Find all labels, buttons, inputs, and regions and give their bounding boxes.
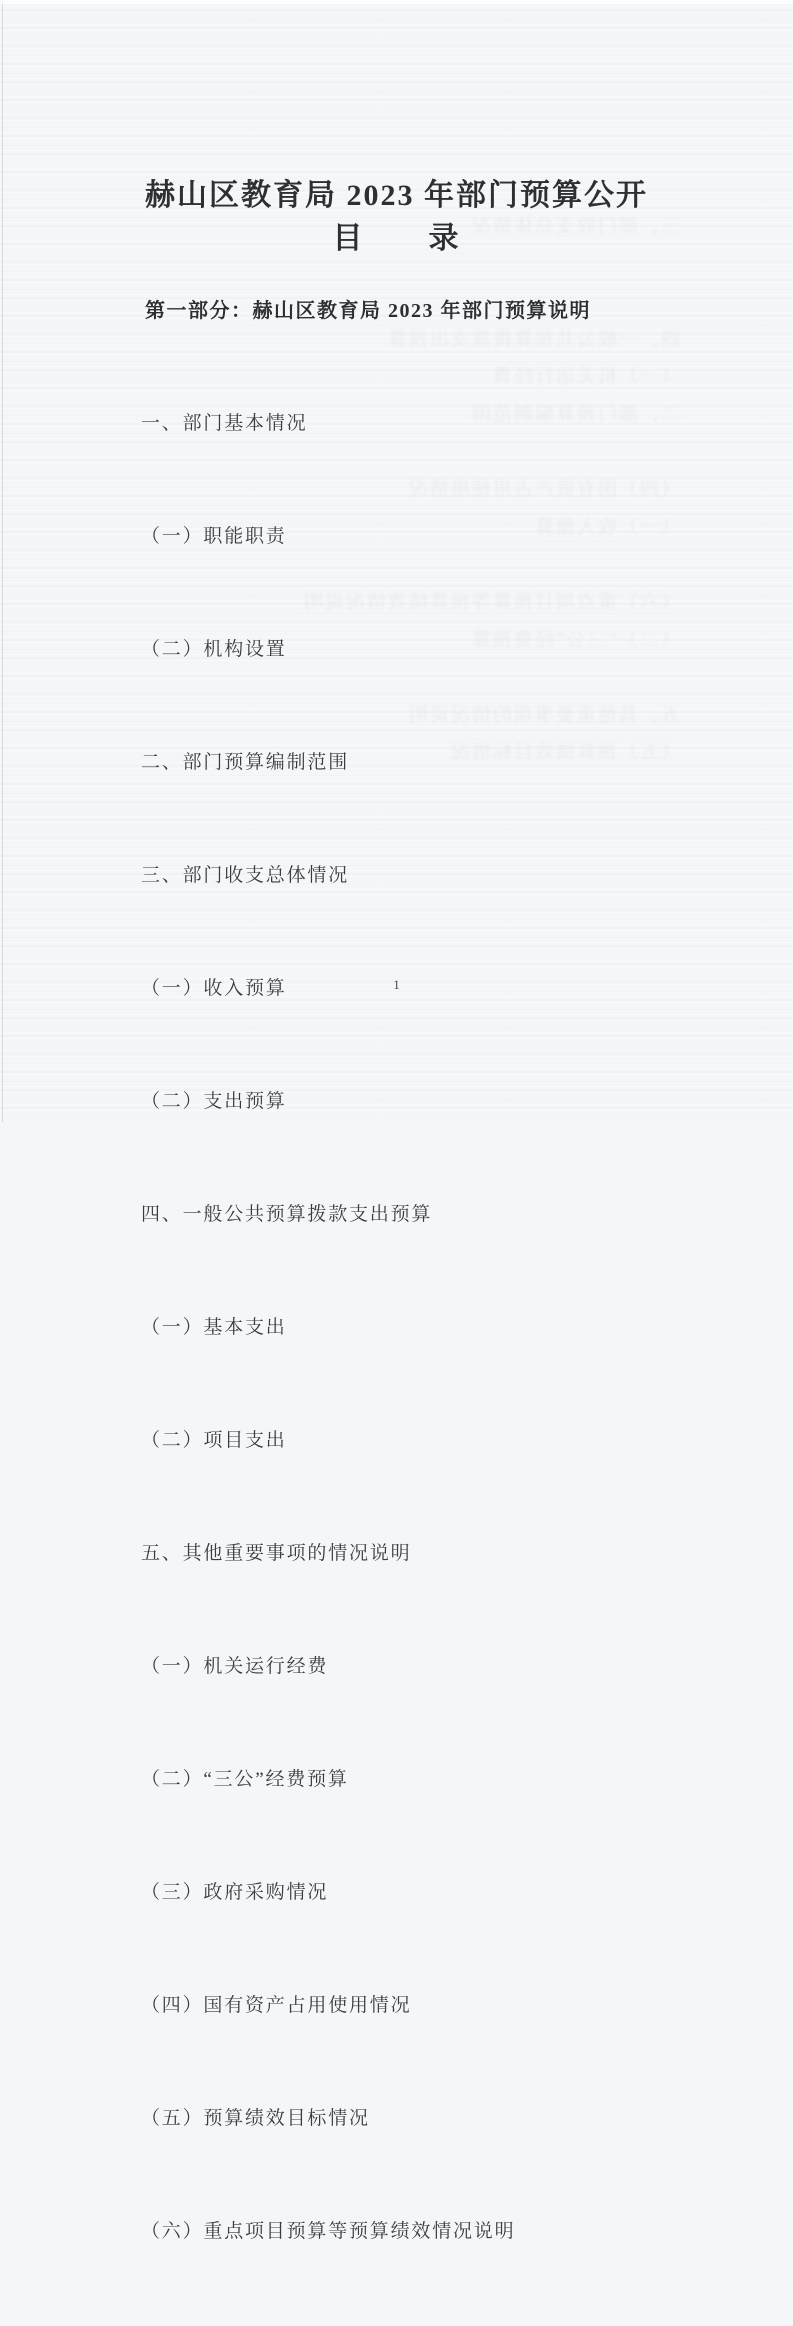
document-title: 赫山区教育局 2023 年部门预算公开 (145, 179, 648, 212)
toc-list (141, 330, 515, 2326)
bleed-through-line: 五、其他重要事项的情况说明 (406, 704, 680, 726)
bleed-through-line: 三、部门收支总体情况 (469, 216, 680, 237)
toc-item: （三）政府采购情况 (141, 1881, 329, 1903)
bleed-through-line: 四、一般公共预算拨款支出预算 (385, 328, 680, 350)
scan-edge-left (2, 0, 3, 1122)
toc-item: （一）职能职责 (141, 526, 287, 548)
bleed-through-line: （四）国有资产占用使用情况 (406, 479, 680, 501)
toc-item: （六）重点项目预算等预算绩效情况说明 (141, 2220, 516, 2242)
toc-heading: 目 录 (332, 222, 461, 255)
part1-heading: 第一部分：赫山区教育局 2023 年部门预算说明 (145, 300, 591, 322)
toc-item: （一）机关运行经费 (141, 1655, 329, 1677)
bleed-through-line: 二、部门预算编制范围 (469, 403, 680, 425)
page-number: 1 (393, 977, 400, 992)
toc-item: （五）预算绩效目标情况 (141, 2107, 370, 2129)
toc-item: 一、部门基本情况 (141, 413, 308, 435)
toc-item: （四）国有资产占用使用情况 (141, 1994, 412, 2016)
toc-item: （二）支出预算 (141, 1091, 287, 1113)
toc-item: 四、一般公共预算拨款支出预算 (141, 1204, 433, 1226)
bleed-through-line: （六）重点项目预算等预算绩效情况说明 (301, 591, 680, 613)
bleed-through-line: （五）预算绩效目标情况 (448, 742, 680, 764)
toc-item: 三、部门收支总体情况 (141, 865, 350, 887)
scan-edge-top (0, 0, 793, 4)
toc-item: 五、其他重要事项的情况说明 (141, 1543, 412, 1564)
toc-item: （二）项目支出 (141, 1430, 287, 1452)
title-block (0, 174, 793, 260)
bleed-through-line: （一）机关运行经费 (490, 366, 680, 388)
toc-item: （一）基本支出 (141, 1317, 287, 1339)
toc-item: （二）“三公”经费预算 (141, 1768, 349, 1790)
toc-item: （二）机构设置 (141, 639, 287, 661)
bleed-through-line: （一）收入预算 (532, 516, 680, 538)
toc-item: （一）收入预算 (141, 978, 287, 1000)
bleed-through-line: （二）“三公”经费预算 (470, 629, 680, 651)
toc-item: 二、部门预算编制范围 (141, 752, 350, 774)
